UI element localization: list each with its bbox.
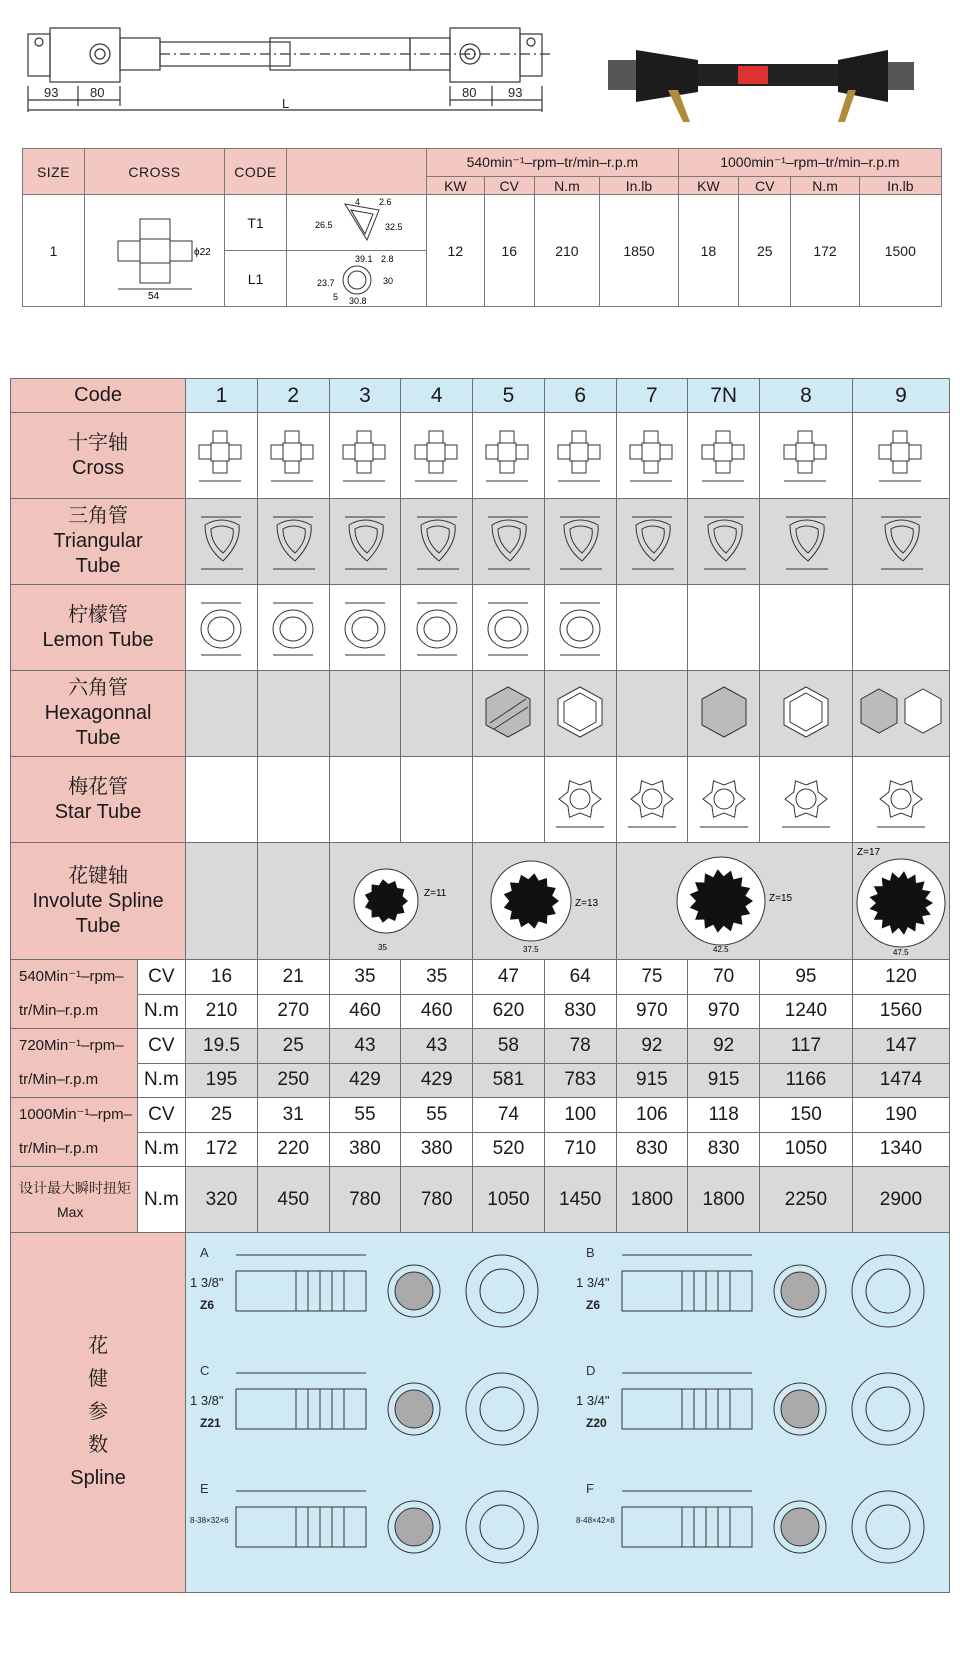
cross-icon: [550, 421, 610, 491]
code-9: 9: [852, 379, 949, 413]
spline-z15-label: Z=15: [769, 893, 793, 904]
rpm1000-cv: 150: [760, 1098, 853, 1133]
cross-icon: [263, 421, 323, 491]
spline-z17-cell: [852, 843, 949, 960]
code-2: 2: [257, 379, 329, 413]
star-tube-icon: [869, 765, 933, 835]
dim-left-outer: 93: [44, 85, 59, 100]
spline-z11-dia: 35: [377, 943, 387, 952]
rpm1000-label-2: tr/Min–r.p.m: [19, 1140, 99, 1157]
code-specification-table: [10, 378, 950, 1593]
rpm540-cv: 120: [852, 960, 949, 995]
triangular-tube-icon: [335, 507, 395, 577]
sub-nm-1000: N.m: [791, 177, 859, 195]
rpm720-cv: 43: [329, 1029, 401, 1064]
rpm720-nm: 195: [186, 1063, 258, 1098]
rpm1000-cv: 25: [186, 1098, 258, 1133]
size-specification-table: [22, 148, 942, 307]
cross-drawing-cell: [688, 413, 760, 499]
val-kw-540: 12: [427, 195, 485, 307]
rpm720-cv: 147: [852, 1029, 949, 1064]
sub-kw-540: KW: [427, 177, 485, 195]
spline-z13-label: Z=13: [575, 898, 599, 909]
rpm540-nm: 830: [544, 994, 616, 1029]
rpm540-cv: 70: [688, 960, 760, 995]
rpm540-nm: 460: [329, 994, 401, 1029]
rpm720-label-1: 720Min⁻¹–rpm–: [19, 1037, 124, 1054]
max-nm: 1800: [688, 1167, 760, 1233]
rpm1000-cv: 55: [329, 1098, 401, 1133]
code-7: 7: [616, 379, 688, 413]
dim-right-inner: 80: [462, 85, 477, 100]
rpm1000-label-1: 1000Min⁻¹–rpm–: [19, 1106, 132, 1123]
empty-cell: [329, 757, 401, 843]
val-inlb-540: 1850: [600, 195, 679, 307]
hex-drawing-cell: [473, 671, 545, 757]
empty-cell: [688, 585, 760, 671]
spline-item-b: [576, 1245, 924, 1327]
max-nm: 2250: [760, 1167, 853, 1233]
code-5: 5: [473, 379, 545, 413]
header-540rpm: 540min⁻¹–rpm–tr/min–r.p.m: [427, 149, 679, 177]
val-nm-1000: 172: [791, 195, 859, 307]
triangular-drawing-cell: [257, 499, 329, 585]
triangular-drawing-cell: [186, 499, 258, 585]
code-t1: T1: [225, 195, 287, 251]
val-cv-1000: 25: [739, 195, 791, 307]
rpm720-cv: 43: [401, 1029, 473, 1064]
unit-cv: CV: [137, 960, 186, 995]
rpm540-nm: 460: [401, 994, 473, 1029]
spline-item-z: Z21: [200, 1415, 221, 1430]
spline-params-cn-2: 健: [88, 1368, 109, 1390]
rpm1000-nm: 380: [401, 1132, 473, 1167]
header-blank: [287, 149, 427, 195]
empty-cell: [186, 843, 258, 960]
rpm720-label: [11, 1029, 138, 1098]
rpm1000-cv: 100: [544, 1098, 616, 1133]
star-drawing-cell: [852, 757, 949, 843]
rpm540-cv: 35: [401, 960, 473, 995]
sub-nm-540: N.m: [534, 177, 599, 195]
triangular-drawing-cell: [760, 499, 853, 585]
rpm1000-cv: 190: [852, 1098, 949, 1133]
rpm1000-cv: 74: [473, 1098, 545, 1133]
triangular-drawing-cell: [852, 499, 949, 585]
max-nm: 1450: [544, 1167, 616, 1233]
spline-item-z: Z20: [586, 1415, 607, 1430]
rpm1000-nm: 520: [473, 1132, 545, 1167]
spline-z13-cell: [473, 843, 616, 960]
lemon-tube-icon: [263, 593, 323, 663]
rpm720-cv: 117: [760, 1029, 853, 1064]
sub-cv-1000: CV: [739, 177, 791, 195]
rpm540-nm: 970: [688, 994, 760, 1029]
cross-drawing-cell: [186, 413, 258, 499]
star-tube-icon: [692, 765, 756, 835]
rpm720-nm: 429: [401, 1063, 473, 1098]
triangular-drawing-cell: [329, 499, 401, 585]
star-label-cn: 梅花管: [68, 775, 129, 798]
cross-icon: [776, 421, 836, 491]
t1-dim-a: 4: [354, 196, 360, 207]
empty-cell: [401, 671, 473, 757]
header-1000rpm: 1000min⁻¹–rpm–tr/min–r.p.m: [678, 149, 941, 177]
tri-label-en1: Triangular: [53, 530, 143, 552]
sub-inlb-540: In.lb: [600, 177, 679, 195]
hex-drawing-cell: [544, 671, 616, 757]
rpm720-cv: 58: [473, 1029, 545, 1064]
triangular-tube-icon: [694, 507, 754, 577]
t1-dim-d: 32.5: [384, 221, 403, 232]
triangular-tube-icon: [191, 507, 251, 577]
spline-z11-label: Z=11: [423, 888, 447, 899]
rpm540-cv: 75: [616, 960, 688, 995]
l1-profile: [287, 251, 427, 307]
triangular-drawing-cell: [616, 499, 688, 585]
unit-nm: N.m: [137, 1063, 186, 1098]
t1-profile: [287, 195, 427, 251]
star-drawing-cell: [544, 757, 616, 843]
code-7n: 7N: [688, 379, 760, 413]
spline-params-cn-1: 花: [88, 1335, 109, 1357]
triangular-tube-icon: [263, 507, 323, 577]
l1-dim-b: 2.8: [380, 253, 394, 264]
cross-icon: [694, 421, 754, 491]
rpm1000-cv: 106: [616, 1098, 688, 1133]
lemon-drawing-cell: [401, 585, 473, 671]
rpm720-nm: 429: [329, 1063, 401, 1098]
max-label: [11, 1167, 138, 1233]
rpm1000-nm: 710: [544, 1132, 616, 1167]
spline-item-size: 8-48×42×8: [576, 1515, 615, 1525]
spline-item-size: 1 3/8": [190, 1274, 224, 1290]
rpm540-nm: 270: [257, 994, 329, 1029]
rpm720-nm: 783: [544, 1063, 616, 1098]
spline-item-letter: C: [200, 1362, 210, 1378]
cross-label-en: Cross: [71, 456, 125, 479]
code-6: 6: [544, 379, 616, 413]
max-label-en: Max: [57, 1203, 84, 1220]
dim-right-outer: 93: [508, 85, 523, 100]
empty-cell: [760, 585, 853, 671]
hex-label-en2: Tube: [75, 727, 121, 749]
rpm540-cv: 95: [760, 960, 853, 995]
triangular-drawing-cell: [544, 499, 616, 585]
cross-drawing-cell: [760, 413, 853, 499]
max-nm: 1050: [473, 1167, 545, 1233]
unit-nm: N.m: [137, 1167, 186, 1233]
rpm1000-nm: 1050: [760, 1132, 853, 1167]
empty-cell: [401, 757, 473, 843]
star-tube-icon: [620, 765, 684, 835]
cross-icon: [478, 421, 538, 491]
lemon-tube-icon: [191, 593, 251, 663]
rpm720-cv: 78: [544, 1029, 616, 1064]
spline-item-z: Z6: [586, 1297, 601, 1312]
max-nm: 1800: [616, 1167, 688, 1233]
val-nm-540: 210: [534, 195, 599, 307]
rpm1000-nm: 380: [329, 1132, 401, 1167]
size-value: 1: [23, 195, 85, 307]
rpm720-cv: 19.5: [186, 1029, 258, 1064]
empty-cell: [616, 671, 688, 757]
sub-cv-540: CV: [484, 177, 534, 195]
cross-drawing-cell: [544, 413, 616, 499]
cross-drawing: [85, 195, 225, 307]
val-cv-540: 16: [484, 195, 534, 307]
star-drawing-cell: [760, 757, 853, 843]
triangular-tube-icon: [478, 507, 538, 577]
cross-drawing-cell: [329, 413, 401, 499]
triangular-drawing-cell: [473, 499, 545, 585]
lemon-drawing-cell: [186, 585, 258, 671]
spline-z11-cell: [329, 843, 472, 960]
empty-cell: [186, 671, 258, 757]
rpm720-nm: 250: [257, 1063, 329, 1098]
rpm1000-nm: 172: [186, 1132, 258, 1167]
rpm1000-cv: 55: [401, 1098, 473, 1133]
empty-cell: [257, 757, 329, 843]
spline-z17-dia: 47.5: [892, 948, 909, 957]
rpm540-cv: 16: [186, 960, 258, 995]
spline-item-letter: B: [586, 1244, 595, 1260]
header-cross: CROSS: [85, 149, 225, 195]
spline-drawings-panel: [186, 1233, 950, 1593]
spline-z15-dia: 42.5: [713, 945, 729, 954]
max-nm: 320: [186, 1167, 258, 1233]
cross-label-cn: 十字轴: [68, 431, 129, 454]
val-kw-1000: 18: [678, 195, 738, 307]
rpm540-nm: 620: [473, 994, 545, 1029]
unit-nm: N.m: [137, 1132, 186, 1167]
cross-drawing-cell: [616, 413, 688, 499]
l1-dim-a: 39.1: [354, 253, 373, 264]
rpm720-nm: 581: [473, 1063, 545, 1098]
row-label-cross: [11, 413, 186, 499]
cross-drawing-cell: [401, 413, 473, 499]
rpm540-cv: 35: [329, 960, 401, 995]
rpm1000-nm: 830: [688, 1132, 760, 1167]
row-label-spline-params: [11, 1233, 186, 1593]
spline-params-en: Spline: [70, 1467, 126, 1489]
hex-drawing-cell: [688, 671, 760, 757]
spline-z15-cell: [616, 843, 852, 960]
empty-cell: [616, 585, 688, 671]
cross-icon: [335, 421, 395, 491]
cross-icon: [191, 421, 251, 491]
dim-length: L: [282, 96, 290, 111]
rpm1000-nm: 1340: [852, 1132, 949, 1167]
rpm720-label-2: tr/Min–r.p.m: [19, 1071, 99, 1088]
empty-cell: [852, 585, 949, 671]
spline-item-c: [190, 1363, 538, 1445]
empty-cell: [257, 671, 329, 757]
code-8: 8: [760, 379, 853, 413]
cross-icon: [407, 421, 467, 491]
star-label-en: Star Tube: [54, 800, 142, 823]
hex-drawing-cell: [852, 671, 949, 757]
rpm540-cv: 64: [544, 960, 616, 995]
code-label: Code: [11, 379, 186, 413]
empty-cell: [257, 843, 329, 960]
spline-label-en1: Involute Spline: [32, 889, 164, 912]
rpm720-nm: 1474: [852, 1063, 949, 1098]
code-1: 1: [186, 379, 258, 413]
triangular-tube-icon: [871, 507, 931, 577]
l1-dim-e: 30.8: [348, 295, 367, 306]
l1-dim-c: 23.7: [316, 277, 335, 288]
pto-shaft-photo: [588, 30, 938, 135]
row-label-spline: [11, 843, 186, 960]
spline-item-letter: D: [586, 1362, 596, 1378]
hex-label-en1: Hexagonnal: [44, 702, 152, 724]
cross-icon: [622, 421, 682, 491]
spline-item-size: 1 3/4": [576, 1392, 610, 1408]
t1-dim-c: 26.5: [314, 219, 333, 230]
spline-item-size: 8-38×32×6: [190, 1515, 229, 1525]
rpm540-nm: 970: [616, 994, 688, 1029]
rpm1000-cv: 31: [257, 1098, 329, 1133]
shaft-technical-drawing: [20, 14, 580, 124]
rpm540-label-2: tr/Min–r.p.m: [19, 1002, 99, 1019]
spline-item-d: [576, 1363, 924, 1445]
rpm720-nm: 915: [616, 1063, 688, 1098]
hex-drawing-cell: [760, 671, 853, 757]
rpm540-label-1: 540Min⁻¹–rpm–: [19, 968, 124, 985]
star-tube-icon: [774, 765, 838, 835]
spline-params-cn-4: 数: [88, 1434, 109, 1456]
header-code: CODE: [225, 149, 287, 195]
lemon-drawing-cell: [329, 585, 401, 671]
max-nm: 780: [329, 1167, 401, 1233]
tri-label-cn: 三角管: [68, 505, 129, 527]
spline-item-f: [576, 1481, 924, 1563]
cross-dim-dia: ϕ22: [193, 246, 211, 258]
empty-cell: [329, 671, 401, 757]
lemon-tube-icon: [335, 593, 395, 663]
spline-label-cn: 花键轴: [68, 864, 129, 887]
rpm720-cv: 92: [616, 1029, 688, 1064]
triangular-tube-icon: [550, 507, 610, 577]
rpm540-nm: 1560: [852, 994, 949, 1029]
val-inlb-1000: 1500: [859, 195, 941, 307]
rpm720-cv: 25: [257, 1029, 329, 1064]
l1-dim-d: 30: [382, 275, 393, 286]
spline-item-letter: E: [200, 1480, 209, 1496]
row-label-star: [11, 757, 186, 843]
rpm1000-nm: 830: [616, 1132, 688, 1167]
sub-kw-1000: KW: [678, 177, 738, 195]
spline-item-letter: F: [586, 1480, 595, 1496]
spline-label-en2: Tube: [75, 914, 121, 937]
star-tube-icon: [548, 765, 612, 835]
lemon-label-cn: 柠檬管: [68, 603, 129, 626]
max-nm: 780: [401, 1167, 473, 1233]
row-label-hex: [11, 671, 186, 757]
spline-item-a: [190, 1245, 538, 1327]
rpm540-cv: 21: [257, 960, 329, 995]
max-nm: 450: [257, 1167, 329, 1233]
lemon-tube-icon: [407, 593, 467, 663]
sub-inlb-1000: In.lb: [859, 177, 941, 195]
cross-drawing-cell: [257, 413, 329, 499]
spline-item-z: Z6: [200, 1297, 215, 1312]
star-drawing-cell: [688, 757, 760, 843]
spline-item-size: 1 3/8": [190, 1392, 224, 1408]
row-label-triangular: [11, 499, 186, 585]
spline-item-size: 1 3/4": [576, 1274, 610, 1290]
cross-dim-width: 54: [147, 290, 159, 301]
triangular-drawing-cell: [401, 499, 473, 585]
header-size: SIZE: [23, 149, 85, 195]
t1-dim-b: 2.6: [378, 196, 392, 207]
hex-label-cn: 六角管: [68, 677, 129, 699]
rpm540-nm: 210: [186, 994, 258, 1029]
spline-item-letter: A: [200, 1244, 209, 1260]
triangular-tube-icon: [622, 507, 682, 577]
star-drawing-cell: [616, 757, 688, 843]
spline-item-e: [190, 1481, 538, 1563]
rpm540-nm: 1240: [760, 994, 853, 1029]
rpm1000-nm: 220: [257, 1132, 329, 1167]
triangular-tube-icon: [776, 507, 836, 577]
cross-drawing-cell: [852, 413, 949, 499]
code-4: 4: [401, 379, 473, 413]
triangular-tube-icon: [407, 507, 467, 577]
max-nm: 2900: [852, 1167, 949, 1233]
max-label-cn: 设计最大瞬时扭矩: [19, 1179, 131, 1196]
empty-cell: [186, 757, 258, 843]
row-label-lemon: [11, 585, 186, 671]
unit-nm: N.m: [137, 994, 186, 1029]
lemon-tube-icon: [550, 593, 610, 663]
lemon-drawing-cell: [544, 585, 616, 671]
rpm540-label: [11, 960, 138, 1029]
empty-cell: [473, 757, 545, 843]
cross-icon: [871, 421, 931, 491]
rpm720-nm: 1166: [760, 1063, 853, 1098]
dim-left-inner: 80: [90, 85, 105, 100]
lemon-drawing-cell: [473, 585, 545, 671]
rpm1000-label: [11, 1098, 138, 1167]
lemon-drawing-cell: [257, 585, 329, 671]
spline-drawings: [186, 1235, 958, 1591]
lemon-label-en: Lemon Tube: [42, 628, 154, 651]
cross-drawing-cell: [473, 413, 545, 499]
tri-label-en2: Tube: [75, 555, 121, 577]
rpm720-cv: 92: [688, 1029, 760, 1064]
rpm720-nm: 915: [688, 1063, 760, 1098]
triangular-drawing-cell: [688, 499, 760, 585]
spline-z13-dia: 37.5: [523, 945, 539, 954]
code-l1: L1: [225, 251, 287, 307]
code-3: 3: [329, 379, 401, 413]
unit-cv: CV: [137, 1029, 186, 1064]
spline-params-cn-3: 参: [88, 1401, 109, 1423]
rpm540-cv: 47: [473, 960, 545, 995]
rpm1000-cv: 118: [688, 1098, 760, 1133]
lemon-tube-icon: [478, 593, 538, 663]
spline-z17-label: Z=17: [856, 847, 880, 858]
l1-dim-f: 5: [332, 291, 338, 302]
unit-cv: CV: [137, 1098, 186, 1133]
